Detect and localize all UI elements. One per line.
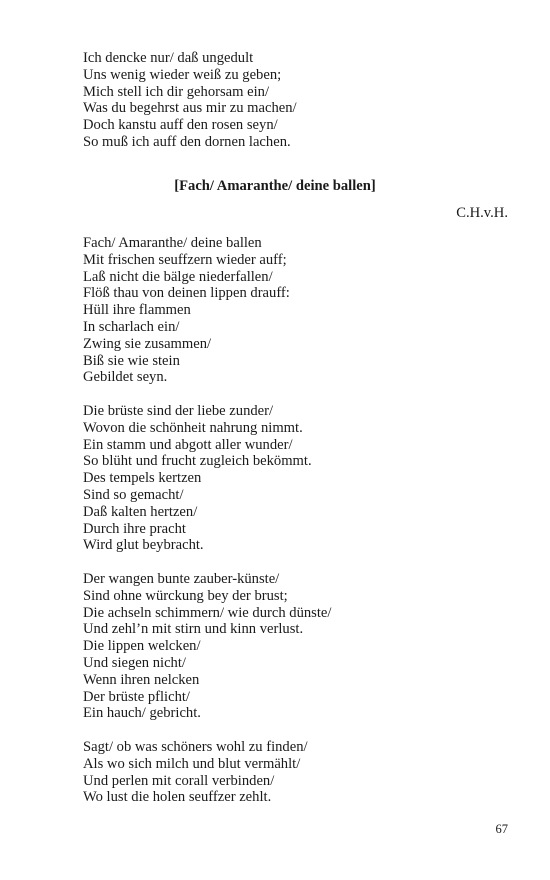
- verse-line: Ich dencke nur/ daß ungedult: [83, 50, 254, 66]
- verse-line: Des tempels kertzen: [83, 470, 202, 487]
- verse-line: Laß nicht die bälge niederfallen/: [83, 268, 273, 285]
- verse-line: Zwing sie zusammen/: [83, 335, 212, 352]
- poem-stanza-4: [83, 739, 308, 806]
- verse-line: Sind ohne würckung bey der brust;: [83, 587, 288, 604]
- verse-line: Hüll ihre flammen: [83, 302, 191, 319]
- verse-line: Die brüste sind der liebe zunder/: [83, 403, 274, 419]
- verse-line: Mich stell ich dir gehorsam ein/: [83, 83, 270, 100]
- verse-line: Und siegen nicht/: [83, 654, 186, 671]
- verse-line: Biß sie wie stein: [83, 352, 180, 369]
- verse-line: Wird glut beybracht.: [83, 537, 204, 554]
- poem-stanza-3: [83, 571, 331, 722]
- previous-poem-stanza: [83, 50, 297, 151]
- verse-line: Doch kanstu auff den rosen seyn/: [83, 117, 278, 134]
- verse-line: Was du begehrst aus mir zu machen/: [83, 100, 297, 117]
- poem-stanza-1: [83, 235, 290, 386]
- verse-line: Uns wenig wieder weiß zu geben;: [83, 66, 282, 83]
- verse-line: Fach/ Amaranthe/ deine ballen: [83, 235, 262, 251]
- verse-line: Der wangen bunte zauber-künste/: [83, 571, 280, 587]
- poem-stanza-2: [83, 403, 312, 554]
- page-number: 67: [495, 822, 508, 836]
- verse-line: Und zehl’n mit stirn und kinn verlust.: [83, 621, 304, 638]
- verse-line: So blüht und frucht zugleich bekömmt.: [83, 453, 312, 470]
- verse-line: Gebildet seyn.: [83, 369, 168, 386]
- verse-line: Durch ihre pracht: [83, 520, 186, 537]
- verse-line: Die lippen welcken/: [83, 638, 201, 655]
- verse-line: In scharlach ein/: [83, 318, 180, 335]
- verse-line: Wo lust die holen seuffzer zehlt.: [83, 789, 272, 806]
- verse-line: Als wo sich milch und blut vermählt/: [83, 755, 301, 772]
- verse-line: Sagt/ ob was schöners wohl zu finden/: [83, 739, 308, 755]
- poem-title: [Fach/ Amaranthe/ deine ballen]: [174, 178, 376, 194]
- verse-line: Flöß thau von deinen lippen drauff:: [83, 285, 290, 302]
- verse-line: Ein stamm und abgott aller wunder/: [83, 436, 293, 453]
- verse-line: Mit frischen seuffzern wieder auff;: [83, 251, 287, 268]
- verse-line: So muß ich auff den dornen lachen.: [83, 133, 291, 150]
- verse-line: Sind so gemacht/: [83, 486, 184, 503]
- verse-line: Wovon die schönheit nahrung nimmt.: [83, 419, 303, 436]
- verse-line: Ein hauch/ gebricht.: [83, 705, 201, 722]
- verse-line: Wenn ihren nelcken: [83, 671, 200, 688]
- verse-line: Die achseln schimmern/ wie durch dünste/: [83, 604, 332, 621]
- verse-line: Der brüste pflicht/: [83, 688, 190, 705]
- verse-line: Daß kalten hertzen/: [83, 503, 198, 520]
- verse-line: Und perlen mit corall verbinden/: [83, 772, 275, 789]
- poem-author: C.H.v.H.: [456, 205, 508, 221]
